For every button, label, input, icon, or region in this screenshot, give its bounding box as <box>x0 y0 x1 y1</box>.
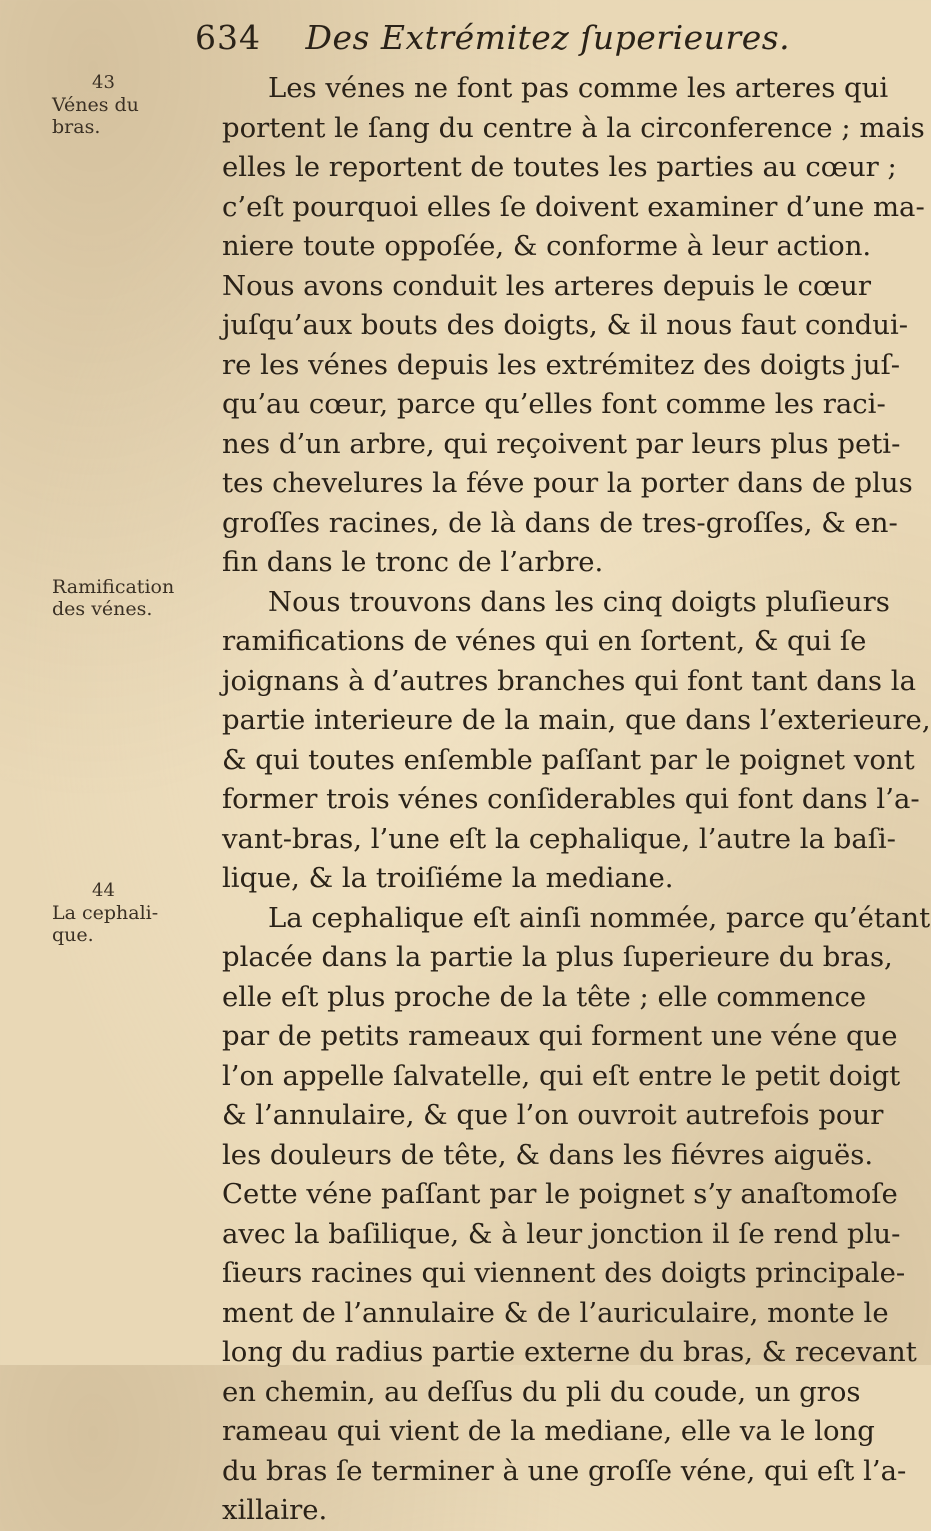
text-line: du bras ſe terminer à une groſſe véne, qui eſt l’a- <box>222 1454 907 1487</box>
text-line: long du radius partie externe du bras, & recevant <box>222 1336 917 1368</box>
text-line: qu’au cœur, parce qu’elles font comme les raci- <box>222 388 886 420</box>
text-line: placée dans la partie la plus ſuperieure du bras, <box>222 941 893 973</box>
text-line: l’on appelle ſalvatelle, qui eſt entre le petit doigt <box>222 1059 901 1092</box>
page-number: 634 <box>195 18 261 57</box>
text-line: ramifications de vénes qui en ſortent, & qui ſe <box>222 625 867 657</box>
running-title: Des Extrémitez ſuperieures. <box>305 18 791 57</box>
body-text <box>222 69 931 1531</box>
margin-note-line: que. <box>52 924 94 946</box>
running-head <box>195 18 791 57</box>
margin-note-line: Vénes du <box>52 94 139 116</box>
text-line: La cephalique eſt ainſi nommée, parce qu’étant <box>268 901 931 934</box>
text-line: ment de l’annulaire & de l’auriculaire, monte le <box>222 1296 889 1329</box>
margin-note-line: Ramification <box>52 576 175 598</box>
margin-note-cephalic <box>52 880 212 946</box>
text-line: Cette véne paſſant par le poignet s’y anaſtomoſe <box>222 1178 898 1210</box>
text-line: niere toute oppoſée, & conforme à leur action. <box>222 230 872 262</box>
text-line: elles le reportent de toutes les parties au cœur ; <box>222 151 897 183</box>
text-line: xillaire. <box>222 1494 328 1526</box>
text-line: partie interieure de la main, que dans l’exterieure, <box>222 704 931 736</box>
margin-note-number: 44 <box>92 880 115 901</box>
text-line: groſſes racines, de là dans de tres-groſſes, & en- <box>222 506 898 539</box>
text-line: & l’annulaire, & que l’on ouvroit autrefois pour <box>222 1099 884 1131</box>
text-line: elle eſt plus proche de la tête ; elle commence <box>222 980 867 1013</box>
text-line: en chemin, au deſſus du pli du coude, un gros <box>222 1375 861 1408</box>
text-line: lique, & la troiſiéme la mediane. <box>222 862 674 894</box>
text-line: & qui toutes enſemble paſſant par le poignet vont <box>222 743 915 776</box>
text-line: par de petits rameaux qui forment une véne que <box>222 1020 898 1052</box>
text-line: fin dans le tronc de l’arbre. <box>222 546 604 578</box>
text-line: former trois vénes conſiderables qui font dans l’a- <box>222 783 920 815</box>
text-line: c’eſt pourquoi elles ſe doivent examiner d’une ma- <box>222 190 925 223</box>
text-line: portent le ſang du centre à la circonference ; mais <box>222 111 925 144</box>
margin-note-line: bras. <box>52 116 101 138</box>
margin-note-line: des vénes. <box>52 598 153 620</box>
text-line: Nous avons conduit les arteres depuis le cœur <box>222 269 871 302</box>
text-line: juſqu’aux bouts des doigts, & il nous faut condui- <box>222 309 909 341</box>
text-line: Nous trouvons dans les cinq doigts pluſieurs <box>268 585 890 618</box>
text-line: vant-bras, l’une eſt la cephalique, l’autre la baſi- <box>222 822 896 855</box>
text-line: ſieurs racines qui viennent des doigts principale- <box>222 1257 906 1289</box>
text-line: les douleurs de tête, & dans les fiévres aiguës. <box>222 1138 874 1171</box>
margin-note-ramification <box>52 576 212 620</box>
text-line: Les vénes ne font pas comme les arteres qui <box>268 72 889 104</box>
text-line: joignans à d’autres branches qui font tant dans la <box>222 664 916 697</box>
text-line: avec la baſilique, & à leur jonction il ſe rend plu- <box>222 1217 901 1250</box>
margin-note-line: La cephali- <box>52 902 159 924</box>
margin-note-veins-of-arm <box>52 72 212 138</box>
text-line: rameau qui vient de la mediane, elle va le long <box>222 1415 875 1447</box>
text-line: tes chevelures la féve pour la porter dans de plus <box>222 467 913 499</box>
text-line: re les vénes depuis les extrémitez des doigts juſ- <box>222 348 901 381</box>
margin-note-number: 43 <box>92 72 115 93</box>
text-line: nes d’un arbre, qui reçoivent par leurs plus peti- <box>222 427 901 460</box>
